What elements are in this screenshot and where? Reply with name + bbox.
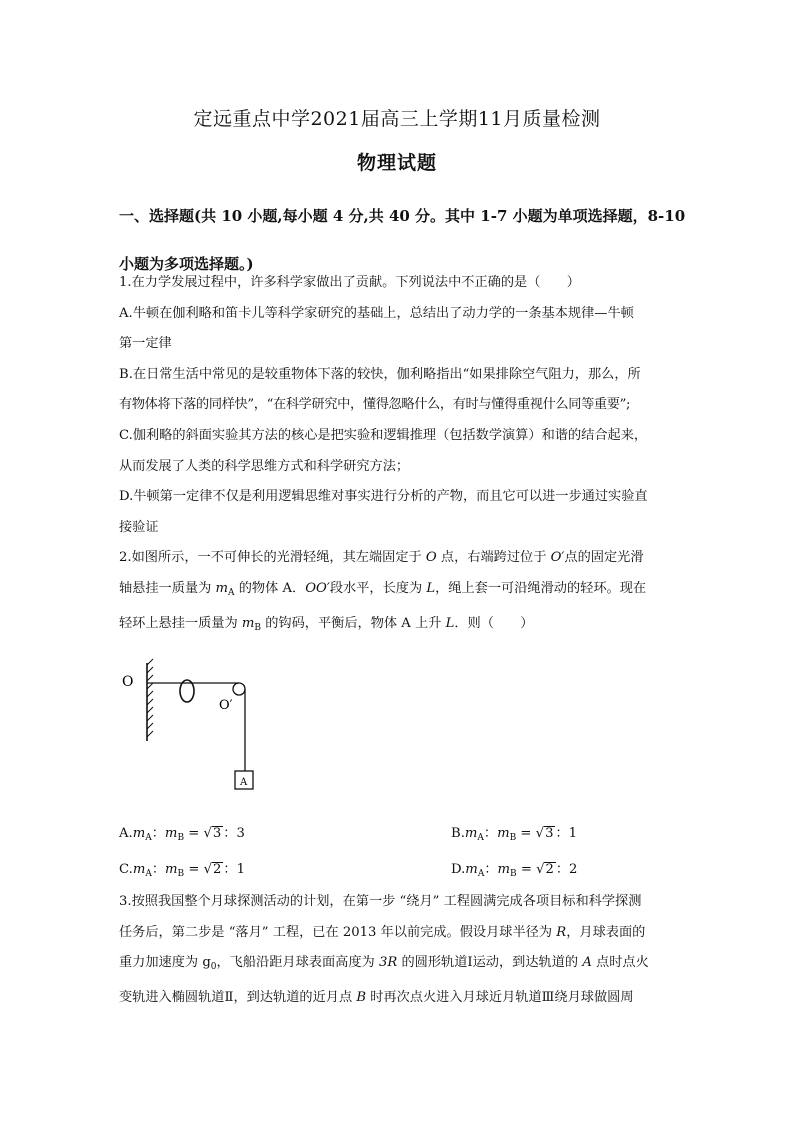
q2-stem-line-2: 轴悬挂一质量为 $m_A$ 的物体 A．OO′段水平，长度为 L，绳上套一可沿绳滑动的轻环。现在 — [119, 580, 647, 598]
q1-option-b-line-2: 有物体将下落的同样快”，“在科学研究中，懂得忽略什么，有时与懂得重视什么同等重要”; — [119, 397, 631, 413]
point-o-label: O — [122, 674, 134, 691]
q2-option-a[interactable]: $A.m_A$：$m_B = √3$ ：3 — [119, 826, 245, 844]
section-heading-line-2: 小题为多项选择题。) — [119, 255, 254, 273]
q2-stem-line-3: 轻环上悬挂一质量为 $m_B$ 的钩码，平衡后，物体 A 上升 L．则（ ） — [119, 615, 534, 633]
q3-line-4: 变轨进入椭圆轨道Ⅱ，到达轨道的近月点 B 时再次点火进入月球近月轨道Ⅲ绕月球做圆周 — [119, 989, 634, 1005]
q2-stem-line-1: 2.如图所示，一不可伸长的光滑轻绳，其左端固定于 O 点，右端跨过位于 O′点的固定光滑 — [119, 550, 644, 566]
q2-option-d[interactable]: $D.m_A$：$m_B = √2$ ：2 — [451, 862, 578, 880]
q3-line-3: 重力加速度为 $g_0$，飞船沿距月球表面高度为 3R 的圆形轨道Ⅰ运动，到达轨道的 A 点时点火 — [119, 955, 649, 973]
q1-option-c-line-2: 从而发展了人类的科学思维方式和科学研究方法； — [119, 458, 410, 474]
question-body — [119, 268, 679, 1014]
q1-option-a-line-2: 第一定律 — [119, 336, 172, 352]
q2-figure-area — [119, 643, 679, 819]
exam-title: 定远重点中学2021届高三上学期11月质量检测 — [193, 108, 601, 130]
wall-hatching — [147, 659, 153, 737]
exam-subtitle: 物理试题 — [356, 152, 437, 174]
q2-pulley-diagram — [119, 655, 279, 815]
q3-line-2: 任务后，第二步是 “落月” 工程，已在 2013 年以前完成。假设月球半径为 R，月球表面的 — [119, 924, 646, 940]
q3-line-1: 3.按照我国整个月球探测活动的计划，在第一步 “绕月” 工程圆满完成各项目标和科学探测 — [119, 894, 642, 910]
q2-options — [119, 819, 679, 881]
q1-option-a-line-1: A.牛顿在伽利略和笛卡儿等科学家研究的基础上，总结出了动力学的一条基本规律—牛顿 — [119, 305, 634, 321]
q1-option-d-line-1: D.牛顿第一定律不仅是利用逻辑思维对事实进行分析的产物，而且它可以进一步通过实验直 — [119, 489, 648, 505]
q2-option-c[interactable]: $C.m_A$：$m_B = √2$ ：1 — [119, 862, 245, 880]
point-o-prime-label: O′ — [219, 698, 233, 714]
q2-option-b[interactable]: $B.m_A$：$m_B = √3$ ：1 — [451, 826, 578, 844]
q1-option-b-line-1: B.在日常生活中常见的是较重物体下落的较快，伽利略指出“如果排除空气阻力，那么，所 — [119, 366, 641, 382]
section-heading-line-1: 一、选择题(共 10 小题,每小题 4 分,共 40 分。其中 1-7 小题为单项选择题，8-10 — [119, 207, 686, 225]
q1-option-d-line-2: 接验证 — [119, 519, 159, 535]
block-a-label: A — [240, 777, 248, 789]
q1-option-c-line-1: C.伽利略的斜面实验其方法的核心是把实验和逻辑推理（包括数学演算）和谐的结合起来， — [119, 427, 648, 443]
q1-stem: 1.在力学发展过程中，许多科学家做出了贡献。下列说法中不正确的是（ ） — [119, 275, 580, 290]
pulley — [233, 683, 245, 695]
